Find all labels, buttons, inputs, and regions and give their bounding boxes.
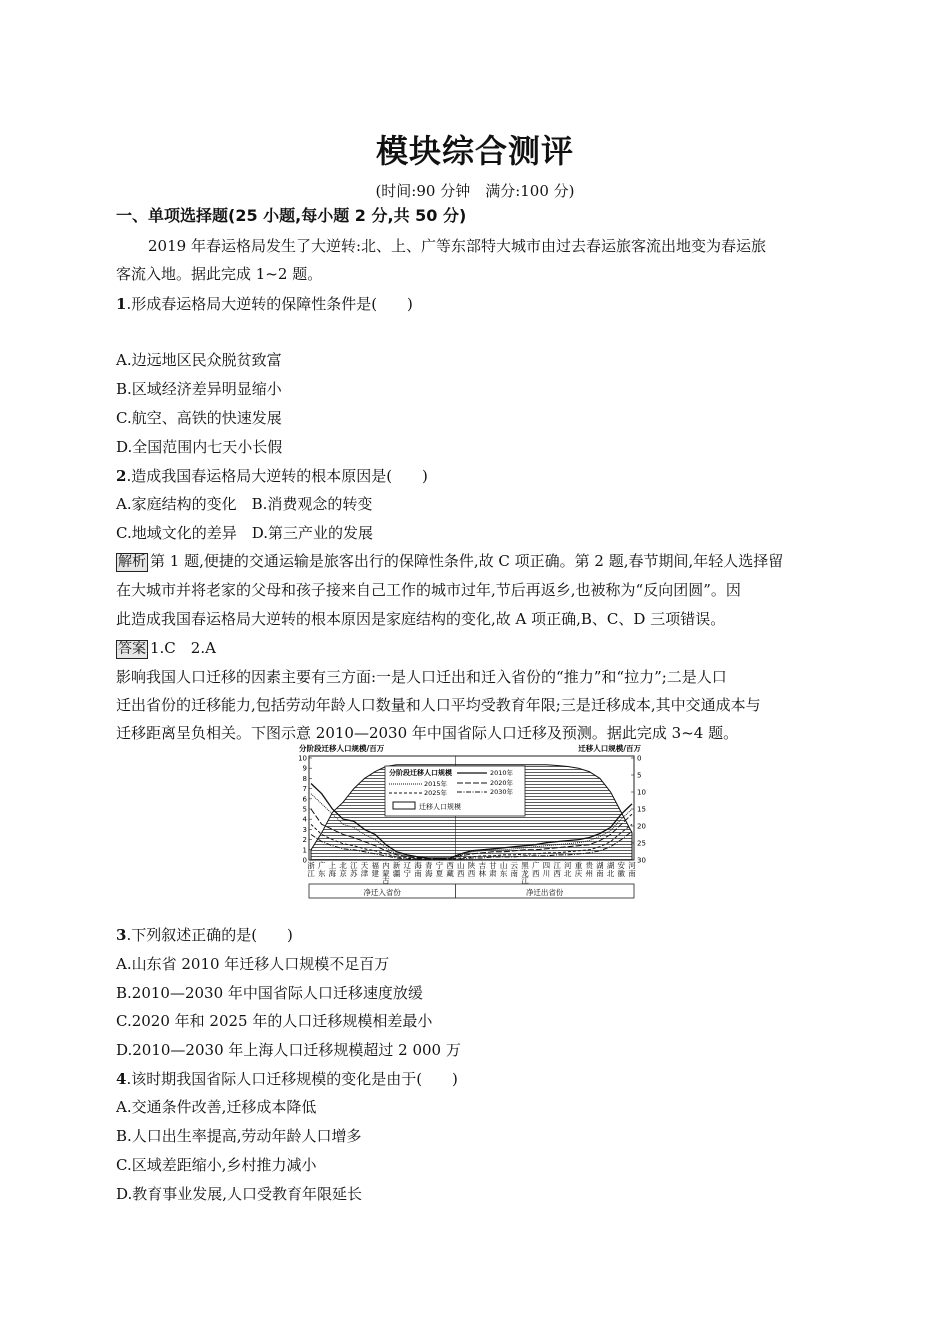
- analysis-line: 在大城市并将老家的父母和孩子接来自己工作的城市过年,节后再返乡,也被称为“反向团圆”。因: [116, 581, 741, 599]
- province-label-extra: 古: [382, 876, 390, 885]
- intro-paragraph-1: 2019 年春运格局发生了大逆转:北、上、广等东部特大城市由过去春运旅客流出地变为春运旅: [148, 237, 766, 255]
- province-label: 西: [467, 869, 476, 878]
- province-label: 南: [414, 869, 422, 878]
- right-tick-label: 5: [637, 771, 642, 780]
- left-tick-label: 1: [302, 846, 307, 855]
- right-tick-label: 15: [637, 805, 646, 814]
- province-label: 浙: [307, 861, 315, 870]
- province-label: 南: [628, 869, 636, 878]
- province-label: 北: [564, 869, 572, 878]
- province-label: 湖: [596, 861, 604, 870]
- question-number: 1: [116, 295, 127, 313]
- province-label: 湖: [606, 861, 615, 870]
- province-label: 云: [510, 861, 519, 870]
- intro-paragraph-2-cont: 迁出省份的迁移能力,包括劳动年龄人口数量和人口平均受教育年限;三是迁移成本,其中交通成本与: [116, 696, 761, 714]
- province-label: 徽: [617, 869, 626, 878]
- province-label: 东: [499, 869, 508, 878]
- province-label: 江: [553, 861, 561, 870]
- province-label: 宁: [403, 869, 412, 878]
- left-tick-label: 0: [302, 856, 307, 865]
- left-tick-label: 8: [302, 774, 307, 783]
- left-tick-label: 5: [302, 805, 307, 814]
- question-number: 3: [116, 926, 127, 944]
- option-row: C.地域文化的差异 D.第三产业的发展: [116, 524, 373, 542]
- province-label: 蒙: [382, 869, 390, 878]
- province-label: 西: [531, 869, 540, 878]
- province-label: 山: [499, 861, 508, 870]
- legend-label-2020: 2020年: [490, 779, 514, 787]
- answer-text: 1.C 2.A: [150, 639, 216, 657]
- province-label: 江: [350, 861, 358, 870]
- province-label: 青: [424, 861, 433, 870]
- left-tick-label: 9: [302, 764, 307, 773]
- option: D.全国范围内七天小长假: [116, 438, 283, 456]
- province-label-extra: 江: [521, 876, 529, 885]
- question-number: 4: [116, 1070, 127, 1088]
- exam-info: (时间:90 分钟 满分:100 分): [375, 182, 575, 200]
- province-label: 黑: [521, 861, 529, 870]
- right-tick-label: 30: [637, 856, 646, 865]
- province-label: 建: [371, 869, 379, 878]
- option: C.航空、高铁的快速发展: [116, 409, 282, 427]
- province-label: 林: [478, 869, 486, 878]
- province-label: 夏: [435, 869, 444, 878]
- province-label: 海: [424, 869, 433, 878]
- province-label: 海: [414, 861, 422, 870]
- province-label: 海: [328, 869, 337, 878]
- province-label: 新: [392, 861, 401, 870]
- left-tick-label: 2: [302, 836, 307, 845]
- option: A.边远地区民众脱贫致富: [116, 351, 282, 369]
- province-label: 上: [328, 861, 337, 870]
- option: C.区域差距缩小,乡村推力减小: [116, 1156, 317, 1174]
- option: C.2020 年和 2025 年的人口迁移规模相差最小: [116, 1012, 433, 1030]
- left-tick-label: 6: [302, 795, 307, 804]
- analysis-line: 此造成我国春运格局大逆转的根本原因是家庭结构的变化,故 A 项正确,B、C、D 三项错误。: [116, 610, 726, 628]
- left-tick-label: 7: [302, 785, 307, 794]
- question-4: [116, 1069, 836, 1089]
- left-tick-label: 10: [298, 754, 307, 763]
- province-label: 甘: [489, 861, 497, 870]
- province-label: 藏: [446, 869, 454, 878]
- province-label: 京: [339, 869, 347, 878]
- right-tick-label: 10: [637, 788, 646, 797]
- intro-paragraph-2-cont: 迁移距离呈负相关。下图示意 2010—2030 年中国省际人口迁移及预测。据此完成 3~4 题。: [116, 724, 739, 742]
- province-label: 宁: [435, 861, 444, 870]
- group-label-out: 净迁出省份: [525, 888, 564, 897]
- question-number: 2: [116, 467, 127, 485]
- option: A.山东省 2010 年迁移人口规模不足百万: [116, 955, 390, 973]
- province-label: 西: [446, 861, 454, 870]
- page-title: 模块综合测评: [375, 132, 574, 170]
- province-label: 重: [574, 861, 583, 870]
- province-label: 西: [457, 869, 465, 878]
- option-row: A.家庭结构的变化 B.消费观念的转变: [116, 495, 373, 513]
- province-label: 龙: [521, 869, 529, 878]
- province-label: 庆: [574, 869, 583, 878]
- chart-svg: [297, 744, 646, 900]
- question-1: [116, 294, 836, 314]
- answer-tag: 答案: [118, 641, 146, 657]
- right-axis-label: 迁移人口规模/百万: [578, 744, 641, 753]
- legend-swatch-area: [393, 802, 415, 809]
- option: B.2010—2030 年中国省际人口迁移速度放缓: [116, 984, 423, 1002]
- right-tick-label: 20: [637, 822, 646, 831]
- province-label: 天: [360, 861, 369, 870]
- province-label: 疆: [392, 869, 401, 878]
- legend-title: 分阶段迁移人口规模: [389, 769, 452, 777]
- right-tick-label: 25: [637, 839, 646, 848]
- right-tick-label: 0: [637, 754, 642, 763]
- intro-paragraph-1-cont: 客流入地。据此完成 1~2 题。: [116, 265, 323, 283]
- question-3: [116, 925, 836, 945]
- option: D.2010—2030 年上海人口迁移规模超过 2 000 万: [116, 1041, 461, 1059]
- province-label: 辽: [403, 861, 412, 870]
- option: A.交通条件改善,迁移成本降低: [116, 1098, 317, 1116]
- analysis-text: 第 1 题,便捷的交通运输是旅客出行的保障性条件,故 C 项正确。第 2 题,春节期间,年轻人选择留: [150, 552, 784, 570]
- intro-paragraph-2: 影响我国人口迁移的因素主要有三方面:一是人口迁出和迁入省份的“推力”和“拉力”;二是人口: [116, 668, 727, 686]
- question-stem: .造成我国春运格局大逆转的根本原因是( ): [126, 467, 428, 485]
- left-axis-label: 分阶段迁移人口规模/百万: [299, 744, 385, 753]
- province-label: 陕: [467, 861, 476, 870]
- province-label: 南: [510, 869, 519, 878]
- province-label: 江: [307, 869, 315, 878]
- province-label: 吉: [478, 861, 486, 870]
- question-stem: .下列叙述正确的是( ): [126, 926, 293, 944]
- province-label: 北: [606, 869, 615, 878]
- question-stem: .该时期我国省际人口迁移规模的变化是由于( ): [126, 1070, 458, 1088]
- province-label: 福: [371, 861, 379, 870]
- analysis-tag: 解析: [118, 554, 146, 570]
- province-label: 内: [382, 861, 390, 870]
- group-label-in: 净迁入省份: [363, 888, 401, 897]
- legend-label-2030: 2030年: [490, 788, 514, 796]
- province-label: 安: [617, 861, 626, 870]
- left-tick-label: 4: [302, 815, 307, 824]
- option: B.区域经济差异明显缩小: [116, 380, 282, 398]
- chart-legend: [385, 766, 525, 816]
- province-label: 肃: [489, 869, 497, 878]
- group-bracket: [309, 884, 634, 898]
- legend-label-2015: 2015年: [424, 780, 448, 788]
- province-label: 州: [585, 869, 593, 878]
- analysis-line: [116, 551, 836, 572]
- province-label: 山: [457, 861, 465, 870]
- province-label: 津: [360, 869, 369, 878]
- legend-label-2010: 2010年: [490, 769, 514, 777]
- province-label: 广: [531, 861, 540, 870]
- answer-line: [116, 638, 836, 659]
- option: B.人口出生率提高,劳动年龄人口增多: [116, 1127, 362, 1145]
- province-label: 贵: [585, 861, 593, 870]
- province-label: 广: [317, 861, 326, 870]
- province-label: 河: [628, 861, 636, 870]
- province-label: 南: [596, 869, 604, 878]
- left-tick-label: 3: [302, 825, 307, 834]
- migration-chart: [297, 744, 646, 900]
- province-label: 西: [553, 869, 561, 878]
- section-heading: 一、单项选择题(25 小题,每小题 2 分,共 50 分): [116, 206, 467, 225]
- legend-label-area: 迁移人口规模: [419, 803, 461, 811]
- question-stem: .形成春运格局大逆转的保障性条件是( ): [126, 295, 413, 313]
- province-label: 东: [317, 869, 326, 878]
- option: D.教育事业发展,人口受教育年限延长: [116, 1185, 363, 1203]
- province-label: 河: [564, 861, 572, 870]
- province-label: 四: [542, 861, 551, 870]
- province-label: 北: [339, 861, 347, 870]
- province-label: 苏: [350, 869, 358, 878]
- question-2: [116, 466, 836, 486]
- province-label: 川: [542, 869, 551, 878]
- legend-label-2025: 2025年: [424, 789, 448, 797]
